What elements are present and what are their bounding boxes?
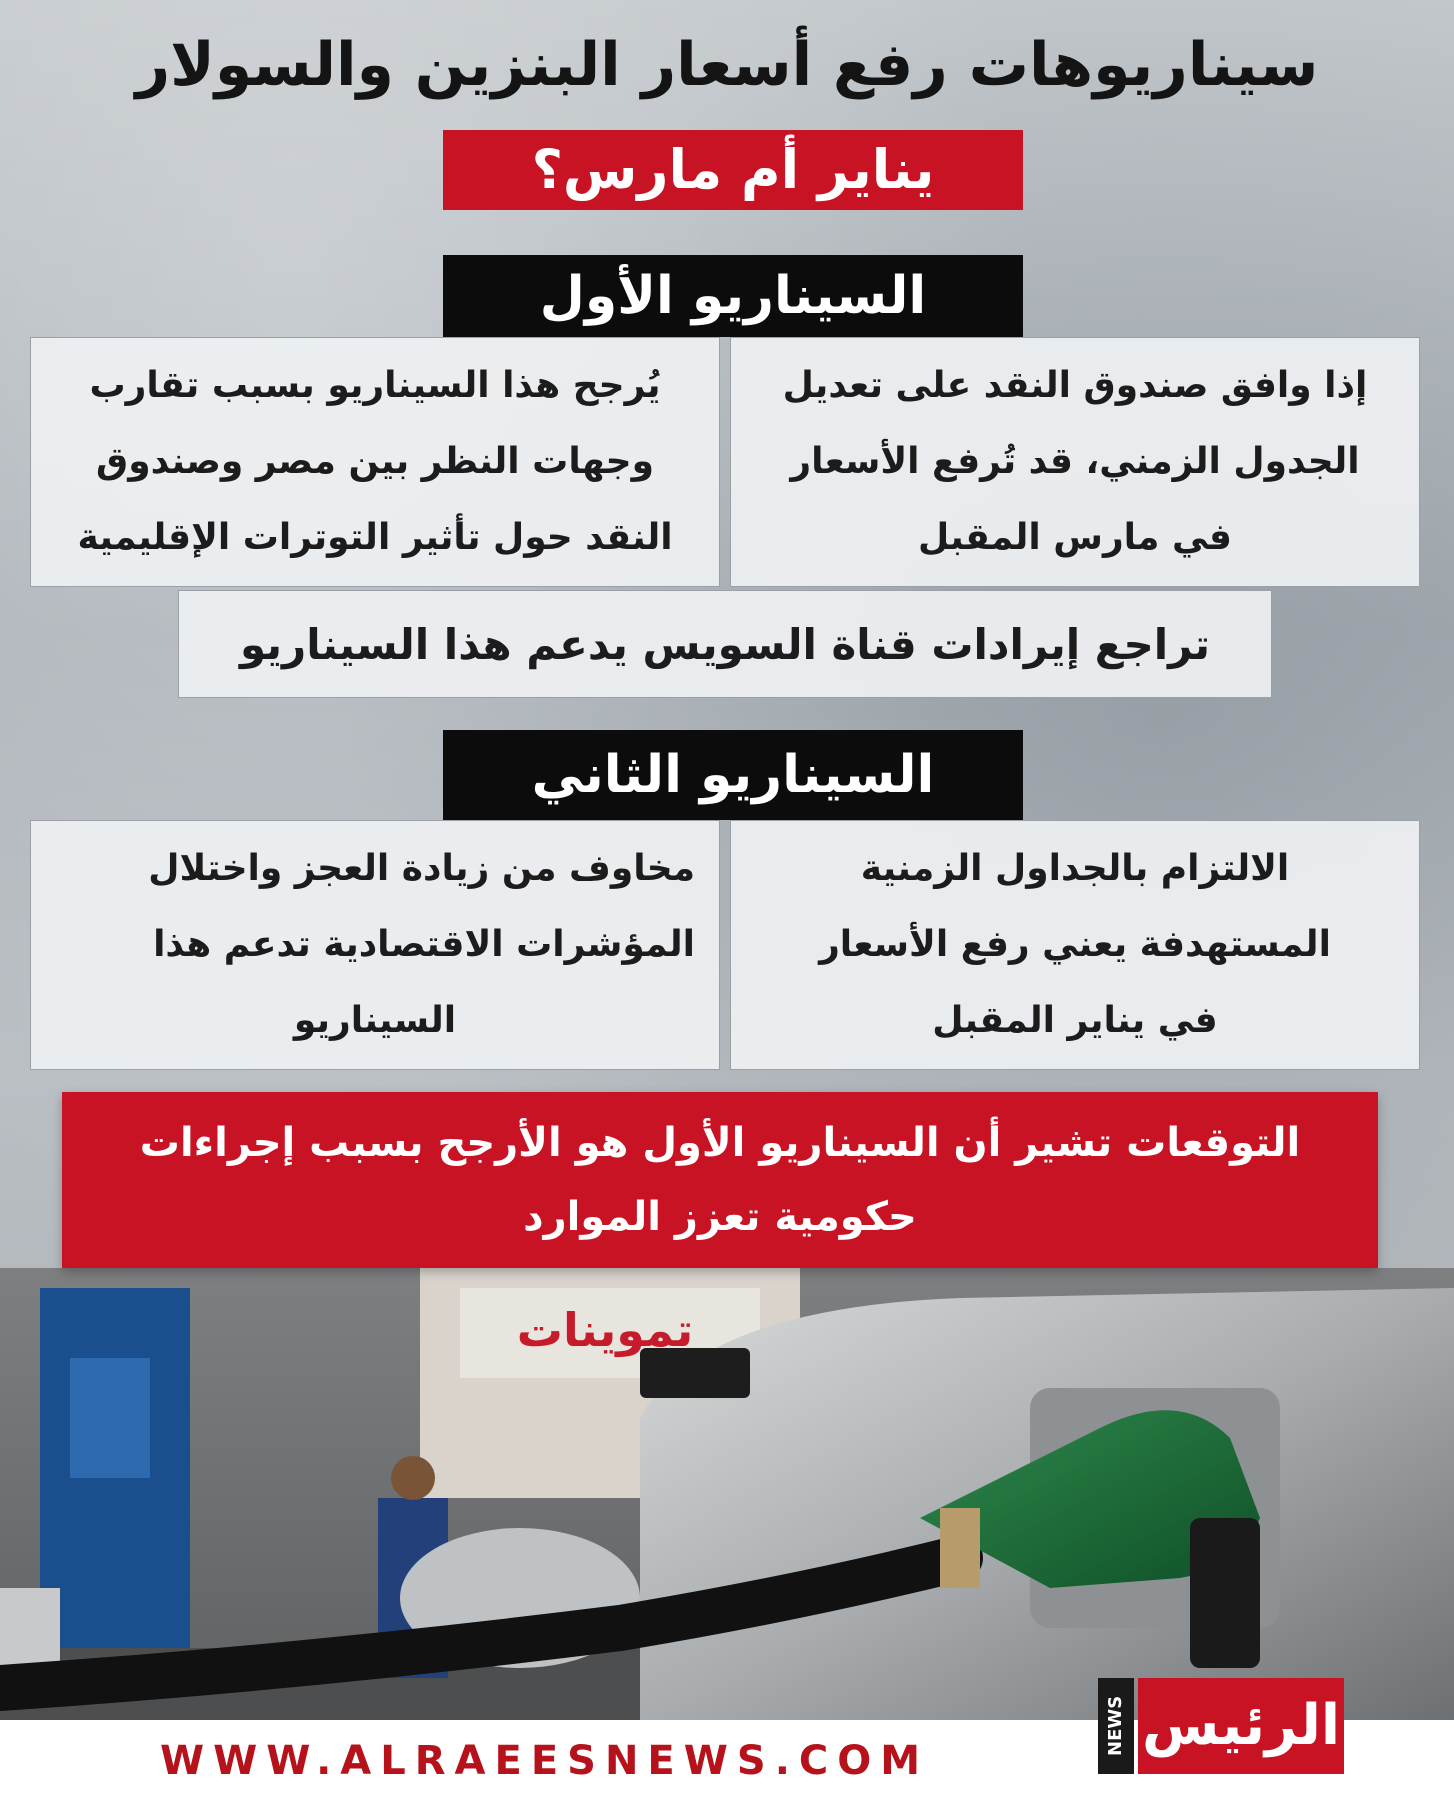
box-line: الالتزام بالجداول الزمنية <box>860 848 1290 889</box>
scenario-one-support-box: تراجع إيرادات قناة السويس يدعم هذا السيناريو <box>178 590 1272 698</box>
scenario-one-left-box <box>30 337 720 587</box>
box-line: في مارس المقبل <box>918 517 1232 558</box>
fuel-station-photo <box>0 1268 1454 1720</box>
infographic-title: سيناريوهات رفع أسعار البنزين والسولار <box>135 30 1319 100</box>
conclusion-line: حكومية تعزز الموارد <box>523 1194 917 1240</box>
scenario-two-left-box <box>30 820 720 1070</box>
box-line: السيناريو <box>293 1000 457 1041</box>
conclusion-line: التوقعات تشير أن السيناريو الأول هو الأرجح بسبب إجراءات <box>139 1120 1301 1166</box>
website-url[interactable]: WWW.ALRAEESNEWS.COM <box>160 1738 930 1784</box>
store-sign: تموينات <box>516 1303 694 1357</box>
brand-logo: الرئيس <box>1138 1678 1344 1774</box>
box-line: وجهات النظر بين مصر وصندوق <box>96 441 654 482</box>
conclusion-box <box>62 1092 1378 1268</box>
box-line: إذا وافق صندوق النقد على تعديل <box>782 365 1368 406</box>
box-line: المستهدفة يعني رفع الأسعار <box>819 924 1331 965</box>
box-line: في يناير المقبل <box>932 1000 1218 1041</box>
box-line: النقد حول تأثير التوترات الإقليمية <box>77 517 673 558</box>
box-line: يُرجح هذا السيناريو بسبب تقارب <box>89 365 661 406</box>
box-line: مخاوف من زيادة العجز واختلال <box>148 848 695 889</box>
logo-news-tag: NEWS <box>1098 1678 1134 1774</box>
box-line: الجدول الزمني، قد تُرفع الأسعار <box>790 441 1360 482</box>
question-label: يناير أم مارس؟ <box>443 130 1023 210</box>
box-line: المؤشرات الاقتصادية تدعم هذا <box>153 924 695 965</box>
scenario-one-label: السيناريو الأول <box>443 255 1023 337</box>
scenario-two-label: السيناريو الثاني <box>443 730 1023 820</box>
scenario-one-right-box <box>730 337 1420 587</box>
scenario-two-right-box <box>730 820 1420 1070</box>
